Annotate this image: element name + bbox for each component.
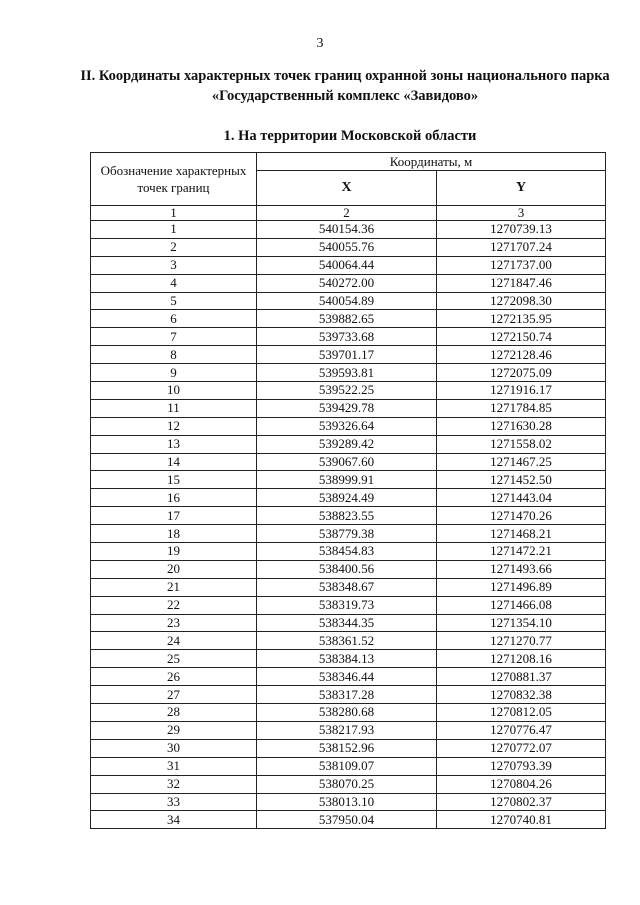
y-coordinate-cell: 1271916.17 — [437, 382, 606, 400]
y-coordinate-cell: 1270812.05 — [437, 704, 606, 722]
x-coordinate-cell: 538361.52 — [257, 632, 437, 650]
y-coordinate-cell: 1271558.02 — [437, 435, 606, 453]
table-row — [91, 632, 606, 650]
table-row — [91, 471, 606, 489]
x-coordinate-cell: 538319.73 — [257, 596, 437, 614]
y-coordinate-cell: 1271208.16 — [437, 650, 606, 668]
x-coordinate-cell: 539882.65 — [257, 310, 437, 328]
x-coordinate-cell: 538109.07 — [257, 757, 437, 775]
column-number: 1 — [91, 206, 257, 221]
header-x: X — [257, 171, 437, 206]
point-number-cell: 13 — [91, 435, 257, 453]
x-coordinate-cell: 540064.44 — [257, 256, 437, 274]
y-coordinate-cell: 1272150.74 — [437, 328, 606, 346]
header-coordinates: Координаты, м — [257, 153, 606, 171]
x-coordinate-cell: 540054.89 — [257, 292, 437, 310]
point-number-cell: 11 — [91, 399, 257, 417]
point-number-cell: 9 — [91, 364, 257, 382]
table-body — [91, 221, 606, 829]
point-number-cell: 19 — [91, 543, 257, 561]
table-row — [91, 757, 606, 775]
y-coordinate-cell: 1271493.66 — [437, 560, 606, 578]
point-number-cell: 32 — [91, 775, 257, 793]
y-coordinate-cell: 1270772.07 — [437, 739, 606, 757]
y-coordinate-cell: 1271466.08 — [437, 596, 606, 614]
table-row — [91, 543, 606, 561]
table-row — [91, 525, 606, 543]
point-number-cell: 20 — [91, 560, 257, 578]
table-row — [91, 721, 606, 739]
table-row — [91, 686, 606, 704]
y-coordinate-cell: 1271443.04 — [437, 489, 606, 507]
point-number-cell: 23 — [91, 614, 257, 632]
y-coordinate-cell: 1271270.77 — [437, 632, 606, 650]
y-coordinate-cell: 1271452.50 — [437, 471, 606, 489]
y-coordinate-cell: 1271468.21 — [437, 525, 606, 543]
column-number-row — [91, 206, 606, 221]
table-row — [91, 668, 606, 686]
y-coordinate-cell: 1271467.25 — [437, 453, 606, 471]
column-number: 3 — [437, 206, 606, 221]
header-y: Y — [437, 171, 606, 206]
coordinates-table — [90, 152, 606, 829]
table-row — [91, 578, 606, 596]
point-number-cell: 24 — [91, 632, 257, 650]
table-row — [91, 310, 606, 328]
x-coordinate-cell: 540055.76 — [257, 238, 437, 256]
x-coordinate-cell: 539701.17 — [257, 346, 437, 364]
table-row — [91, 382, 606, 400]
point-number-cell: 6 — [91, 310, 257, 328]
x-coordinate-cell: 539067.60 — [257, 453, 437, 471]
table-row — [91, 399, 606, 417]
y-coordinate-cell: 1271737.00 — [437, 256, 606, 274]
point-number-cell: 8 — [91, 346, 257, 364]
x-coordinate-cell: 538384.13 — [257, 650, 437, 668]
y-coordinate-cell: 1270832.38 — [437, 686, 606, 704]
point-number-cell: 25 — [91, 650, 257, 668]
point-number-cell: 12 — [91, 417, 257, 435]
point-number-cell: 5 — [91, 292, 257, 310]
x-coordinate-cell: 538348.67 — [257, 578, 437, 596]
y-coordinate-cell: 1270740.81 — [437, 811, 606, 829]
point-number-cell: 7 — [91, 328, 257, 346]
table-header — [91, 153, 606, 221]
point-number-cell: 33 — [91, 793, 257, 811]
y-coordinate-cell: 1270793.39 — [437, 757, 606, 775]
point-number-cell: 3 — [91, 256, 257, 274]
table-row — [91, 417, 606, 435]
table-row — [91, 221, 606, 239]
x-coordinate-cell: 538999.91 — [257, 471, 437, 489]
point-number-cell: 18 — [91, 525, 257, 543]
y-coordinate-cell: 1270804.26 — [437, 775, 606, 793]
point-number-cell: 22 — [91, 596, 257, 614]
y-coordinate-cell: 1271496.89 — [437, 578, 606, 596]
table-row — [91, 364, 606, 382]
section-heading: II. Координаты характерных точек границ охранной зоны национального парка «Государственный комплекс «Завидово» — [80, 68, 610, 104]
y-coordinate-cell: 1272098.30 — [437, 292, 606, 310]
x-coordinate-cell: 539593.81 — [257, 364, 437, 382]
y-coordinate-cell: 1270881.37 — [437, 668, 606, 686]
table-caption: 1. На территории Московской области — [223, 128, 477, 144]
y-coordinate-cell: 1270802.37 — [437, 793, 606, 811]
x-coordinate-cell: 540272.00 — [257, 274, 437, 292]
table-row — [91, 560, 606, 578]
point-number-cell: 4 — [91, 274, 257, 292]
x-coordinate-cell: 539289.42 — [257, 435, 437, 453]
x-coordinate-cell: 538344.35 — [257, 614, 437, 632]
table-row — [91, 292, 606, 310]
y-coordinate-cell: 1271707.24 — [437, 238, 606, 256]
y-coordinate-cell: 1272135.95 — [437, 310, 606, 328]
point-number-cell: 16 — [91, 489, 257, 507]
point-number-cell: 27 — [91, 686, 257, 704]
table-row — [91, 453, 606, 471]
point-number-cell: 2 — [91, 238, 257, 256]
table-row — [91, 775, 606, 793]
y-coordinate-cell: 1271472.21 — [437, 543, 606, 561]
x-coordinate-cell: 538070.25 — [257, 775, 437, 793]
x-coordinate-cell: 539522.25 — [257, 382, 437, 400]
table-row — [91, 793, 606, 811]
x-coordinate-cell: 538013.10 — [257, 793, 437, 811]
x-coordinate-cell: 540154.36 — [257, 221, 437, 239]
x-coordinate-cell: 538152.96 — [257, 739, 437, 757]
point-number-cell: 21 — [91, 578, 257, 596]
table-row — [91, 435, 606, 453]
x-coordinate-cell: 538317.28 — [257, 686, 437, 704]
point-number-cell: 31 — [91, 757, 257, 775]
table-row — [91, 346, 606, 364]
point-number-cell: 15 — [91, 471, 257, 489]
y-coordinate-cell: 1272075.09 — [437, 364, 606, 382]
table-row — [91, 489, 606, 507]
y-coordinate-cell: 1271354.10 — [437, 614, 606, 632]
x-coordinate-cell: 538924.49 — [257, 489, 437, 507]
y-coordinate-cell: 1272128.46 — [437, 346, 606, 364]
page-number: 3 — [316, 36, 324, 51]
x-coordinate-cell: 537950.04 — [257, 811, 437, 829]
point-number-cell: 14 — [91, 453, 257, 471]
y-coordinate-cell: 1270776.47 — [437, 721, 606, 739]
x-coordinate-cell: 539429.78 — [257, 399, 437, 417]
table-row — [91, 650, 606, 668]
table-row — [91, 811, 606, 829]
column-number: 2 — [257, 206, 437, 221]
table-row — [91, 328, 606, 346]
point-number-cell: 30 — [91, 739, 257, 757]
table-row — [91, 274, 606, 292]
x-coordinate-cell: 538823.55 — [257, 507, 437, 525]
header-designation: Обозначение характерных точек границ — [91, 153, 257, 206]
table-row — [91, 739, 606, 757]
point-number-cell: 26 — [91, 668, 257, 686]
table-row — [91, 238, 606, 256]
x-coordinate-cell: 538346.44 — [257, 668, 437, 686]
point-number-cell: 17 — [91, 507, 257, 525]
x-coordinate-cell: 538779.38 — [257, 525, 437, 543]
table-row — [91, 256, 606, 274]
x-coordinate-cell: 539326.64 — [257, 417, 437, 435]
point-number-cell: 1 — [91, 221, 257, 239]
table-row — [91, 596, 606, 614]
point-number-cell: 10 — [91, 382, 257, 400]
x-coordinate-cell: 538454.83 — [257, 543, 437, 561]
x-coordinate-cell: 538280.68 — [257, 704, 437, 722]
table-row — [91, 614, 606, 632]
x-coordinate-cell: 538400.56 — [257, 560, 437, 578]
y-coordinate-cell: 1271847.46 — [437, 274, 606, 292]
x-coordinate-cell: 538217.93 — [257, 721, 437, 739]
y-coordinate-cell: 1271784.85 — [437, 399, 606, 417]
y-coordinate-cell: 1271630.28 — [437, 417, 606, 435]
y-coordinate-cell: 1270739.13 — [437, 221, 606, 239]
point-number-cell: 29 — [91, 721, 257, 739]
y-coordinate-cell: 1271470.26 — [437, 507, 606, 525]
table-row — [91, 507, 606, 525]
point-number-cell: 34 — [91, 811, 257, 829]
point-number-cell: 28 — [91, 704, 257, 722]
x-coordinate-cell: 539733.68 — [257, 328, 437, 346]
table-row — [91, 704, 606, 722]
